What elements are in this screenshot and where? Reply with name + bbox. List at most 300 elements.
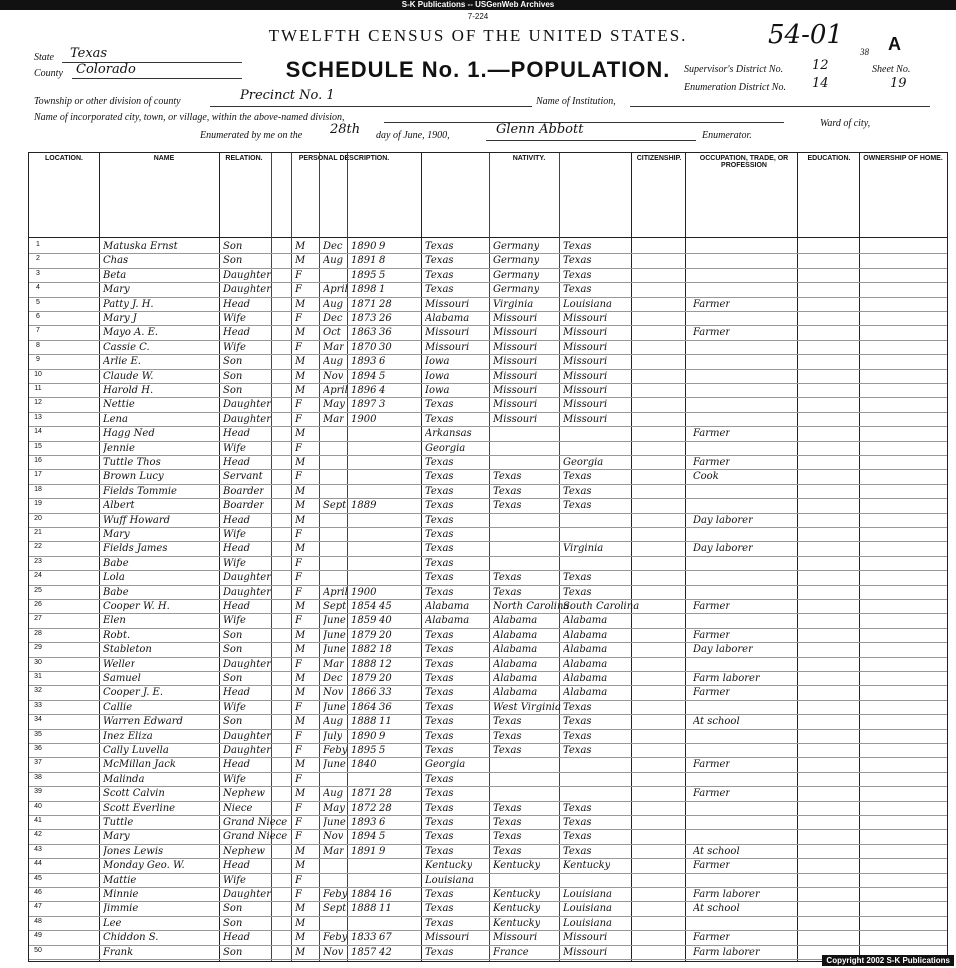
sex: F: [295, 773, 302, 785]
sex: M: [295, 673, 306, 684]
person-name: Scott Calvin: [103, 788, 165, 800]
sex: F: [295, 413, 302, 425]
sex: M: [295, 500, 306, 512]
person-name: Mary: [103, 529, 130, 540]
father-birthplace: Kentucky: [493, 860, 541, 872]
birth-year: 1857: [351, 946, 377, 958]
county-value: Colorado: [76, 62, 136, 77]
person-name: Mayo A. E.: [103, 327, 159, 339]
person-name: Frank: [103, 946, 134, 958]
row-divider: [29, 469, 947, 470]
row-divider: [29, 671, 947, 672]
birth-year: 1871: [351, 298, 377, 310]
birth-month: Feby: [323, 745, 348, 756]
sex: F: [295, 471, 302, 483]
birthplace: Alabama: [425, 615, 470, 627]
age: 42: [379, 946, 392, 958]
person-name: Warren Edward: [103, 716, 183, 728]
mother-birthplace: Texas: [563, 716, 592, 728]
sex: F: [295, 874, 302, 886]
birthplace: Texas: [425, 831, 454, 843]
person-name: Elen: [103, 615, 126, 627]
sex: F: [295, 831, 302, 843]
sex: M: [295, 385, 306, 396]
relation: Niece: [223, 802, 253, 814]
row-divider: [29, 541, 947, 542]
sex: M: [295, 255, 306, 267]
row-number: 33: [34, 701, 42, 709]
mother-birthplace: Louisiana: [563, 903, 612, 915]
enumerator-name: Glenn Abbott: [496, 122, 584, 137]
mother-birthplace: Georgia: [563, 457, 604, 468]
mother-birthplace: Louisiana: [563, 298, 612, 310]
occupation: Farmer: [693, 428, 731, 440]
row-divider: [29, 498, 947, 499]
father-birthplace: Alabama: [493, 673, 538, 684]
sex: F: [295, 572, 302, 584]
relation: Wife: [223, 615, 246, 627]
birth-month: Mar: [323, 341, 344, 353]
age: 36: [379, 701, 392, 713]
age: 3: [379, 399, 386, 411]
person-name: Fields Tommie: [103, 485, 177, 497]
birthplace: Texas: [425, 413, 454, 425]
birthplace: Texas: [425, 917, 454, 929]
relation: Son: [223, 356, 243, 368]
mother-birthplace: Texas: [563, 701, 592, 713]
sex: F: [295, 341, 302, 353]
occupation: Farmer: [693, 457, 731, 468]
row-divider: [29, 412, 947, 413]
birthplace: Texas: [425, 673, 454, 684]
row-divider: [29, 369, 947, 370]
person-name: Claude W.: [103, 370, 154, 382]
birthplace: Texas: [425, 529, 454, 540]
row-number: 26: [34, 601, 42, 608]
occupation: Farm laborer: [693, 889, 760, 900]
birthplace: Texas: [425, 788, 454, 800]
person-name: Chas: [103, 255, 129, 267]
occupation: Farmer: [693, 601, 731, 612]
publisher-banner: S-K Publications -- USGenWeb Archives: [0, 0, 956, 10]
person-name: Tuttle: [103, 817, 134, 828]
age: 6: [379, 817, 386, 828]
birthplace: Texas: [425, 284, 454, 296]
birth-month: June: [323, 817, 346, 828]
person-name: Scott Everline: [103, 802, 176, 814]
sex: M: [295, 644, 306, 656]
age: 28: [379, 802, 392, 814]
supervisor-value: 12: [812, 58, 829, 73]
row-divider: [29, 253, 947, 254]
mother-birthplace: Missouri: [563, 413, 608, 425]
enumerated-label: Enumerated by me on the: [200, 130, 303, 141]
birthplace: Texas: [425, 586, 454, 598]
birth-month: July: [323, 730, 343, 742]
sex: M: [295, 845, 306, 857]
sex: F: [295, 586, 302, 598]
mother-birthplace: Texas: [563, 284, 592, 296]
occupation: Cook: [693, 471, 719, 483]
occupation: Farmer: [693, 629, 731, 641]
father-birthplace: Missouri: [493, 356, 538, 368]
institution-line: [630, 106, 930, 107]
col-education: EDUCATION.: [807, 155, 851, 162]
birthplace: Texas: [425, 269, 454, 281]
relation: Daughter: [223, 889, 271, 900]
row-divider: [29, 556, 947, 557]
birthplace: Iowa: [425, 385, 450, 396]
mother-birthplace: Louisiana: [563, 917, 612, 929]
row-number: 32: [34, 687, 42, 695]
relation: Head: [223, 298, 251, 310]
birth-year: 1871: [351, 788, 377, 800]
copyright-notice: Copyright 2002 S-K Publications: [822, 955, 954, 966]
age: 1: [379, 284, 386, 296]
birth-year: 1870: [351, 341, 377, 353]
row-number: 3: [36, 269, 40, 277]
row-divider: [29, 714, 947, 715]
sex: F: [295, 701, 302, 713]
row-number: 41: [34, 817, 42, 824]
row-divider: [29, 642, 947, 643]
birth-month: April: [323, 586, 348, 598]
occupation: Farm laborer: [693, 946, 760, 958]
father-birthplace: Kentucky: [493, 903, 541, 915]
sex: M: [295, 485, 306, 497]
mother-birthplace: Texas: [563, 255, 592, 267]
mother-birthplace: Texas: [563, 241, 592, 252]
birthplace: Iowa: [425, 370, 450, 382]
relation: Daughter: [223, 269, 271, 281]
row-number: 8: [36, 341, 40, 349]
enumerator-label: Enumerator.: [702, 130, 752, 141]
birth-month: June: [323, 615, 346, 627]
age: 26: [379, 313, 392, 324]
sex: M: [295, 932, 306, 944]
table-header: [29, 153, 947, 238]
row-divider: [29, 325, 947, 326]
person-name: Jones Lewis: [103, 845, 164, 857]
birthplace: Texas: [425, 241, 454, 252]
sex: M: [295, 370, 306, 382]
occupation: Farmer: [693, 932, 731, 944]
person-name: Cooper W. H.: [103, 601, 170, 612]
relation: Servant: [223, 471, 263, 483]
relation: Wife: [223, 773, 246, 785]
row-divider: [29, 426, 947, 427]
mother-birthplace: Missouri: [563, 356, 608, 368]
birthplace: Missouri: [425, 932, 470, 944]
birthplace: Louisiana: [425, 874, 474, 886]
row-number: 34: [34, 716, 42, 724]
row-number: 43: [34, 845, 42, 853]
sex: M: [295, 298, 306, 310]
row-number: 44: [34, 860, 42, 868]
relation: Wife: [223, 874, 246, 886]
birth-year: 1863: [351, 327, 377, 339]
father-birthplace: Texas: [493, 716, 522, 728]
person-name: Jimmie: [103, 903, 139, 915]
person-name: Babe: [103, 557, 129, 569]
row-number: 15: [34, 442, 42, 450]
col-location: LOCATION.: [45, 155, 83, 162]
relation: Son: [223, 370, 243, 382]
row-divider: [29, 873, 947, 874]
father-birthplace: Missouri: [493, 370, 538, 382]
row-divider: [29, 599, 947, 600]
mother-birthplace: Missouri: [563, 370, 608, 382]
relation: Head: [223, 759, 251, 771]
col-nativity: NATIVITY.: [512, 155, 546, 162]
mother-birthplace: Alabama: [563, 615, 608, 627]
birth-year: 1896: [351, 385, 377, 396]
row-number: 9: [36, 356, 40, 364]
row-divider: [29, 685, 947, 686]
person-name: Hagg Ned: [103, 428, 155, 440]
father-birthplace: Texas: [493, 485, 522, 497]
birthplace: Texas: [425, 514, 454, 526]
age: 20: [379, 629, 392, 641]
father-birthplace: Kentucky: [493, 889, 541, 900]
sex: M: [295, 716, 306, 728]
divider: [559, 153, 560, 961]
occupation: Farmer: [693, 327, 731, 339]
person-name: Cooper J. E.: [103, 687, 164, 699]
row-number: 37: [34, 759, 42, 767]
birth-month: Dec: [323, 673, 343, 684]
row-divider: [29, 700, 947, 701]
father-birthplace: Missouri: [493, 385, 538, 396]
divider: [859, 153, 860, 961]
birth-year: 1890: [351, 730, 377, 742]
person-name: Matuska Ernst: [103, 241, 178, 252]
birth-month: Aug: [323, 788, 344, 800]
birth-year: 1897: [351, 399, 377, 411]
birth-month: Feby: [323, 889, 348, 900]
birthplace: Georgia: [425, 442, 466, 454]
birth-month: Nov: [323, 946, 344, 958]
person-name: Inez Eliza: [103, 730, 153, 742]
birthplace: Texas: [425, 500, 454, 512]
row-number: 30: [34, 658, 42, 666]
father-birthplace: Germany: [493, 241, 540, 252]
birthplace: Texas: [425, 845, 454, 857]
age: 11: [379, 903, 392, 915]
mother-birthplace: Alabama: [563, 687, 608, 699]
father-birthplace: Texas: [493, 500, 522, 512]
row-divider: [29, 844, 947, 845]
birthplace: Iowa: [425, 356, 450, 368]
birthplace: Texas: [425, 658, 454, 670]
relation: Head: [223, 514, 251, 526]
person-name: Robt.: [103, 629, 131, 641]
birth-month: Mar: [323, 413, 344, 425]
birthplace: Texas: [425, 687, 454, 699]
age: 8: [379, 255, 386, 267]
birth-month: June: [323, 759, 346, 771]
person-name: Fields James: [103, 543, 168, 555]
county-line: [72, 78, 242, 79]
mother-birthplace: Texas: [563, 802, 592, 814]
birthplace: Texas: [425, 946, 454, 958]
father-birthplace: Texas: [493, 817, 522, 828]
person-name: Lola: [103, 572, 125, 584]
birth-month: Oct: [323, 327, 341, 339]
father-birthplace: Germany: [493, 269, 540, 281]
row-number: 6: [36, 313, 40, 320]
father-birthplace: Texas: [493, 730, 522, 742]
row-number: 1: [36, 241, 40, 248]
mother-birthplace: Texas: [563, 572, 592, 584]
father-birthplace: Missouri: [493, 313, 538, 324]
row-divider: [29, 901, 947, 902]
birthplace: Texas: [425, 557, 454, 569]
relation: Grand Niece: [223, 831, 288, 843]
birthplace: Texas: [425, 730, 454, 742]
relation: Daughter: [223, 572, 271, 584]
relation: Daughter: [223, 586, 271, 598]
mother-birthplace: Missouri: [563, 327, 608, 339]
person-name: Tuttle Thos: [103, 457, 161, 468]
age: 67: [379, 932, 392, 944]
mother-birthplace: South Carolina: [563, 601, 640, 612]
birth-month: April: [323, 284, 348, 296]
person-name: Malinda: [103, 773, 145, 785]
row-divider: [29, 455, 947, 456]
birth-year: 1894: [351, 831, 377, 843]
birthplace: Texas: [425, 701, 454, 713]
row-number: 20: [34, 514, 42, 522]
sex: F: [295, 802, 302, 814]
birth-year: 1859: [351, 615, 377, 627]
relation: Son: [223, 629, 243, 641]
institution-label: Name of Institution,: [536, 96, 616, 107]
birth-month: Dec: [323, 313, 343, 324]
age: 28: [379, 788, 392, 800]
row-number: 45: [34, 874, 42, 882]
mother-birthplace: Missouri: [563, 313, 608, 324]
age: 9: [379, 845, 386, 857]
person-name: Mattie: [103, 874, 137, 886]
age: 30: [379, 341, 392, 353]
mother-birthplace: Missouri: [563, 932, 608, 944]
father-birthplace: Texas: [493, 586, 522, 598]
age: 9: [379, 241, 386, 252]
age: 5: [379, 831, 386, 843]
age: 4: [379, 385, 386, 396]
row-number: 2: [36, 255, 40, 263]
sex: F: [295, 615, 302, 627]
birthplace: Missouri: [425, 327, 470, 339]
father-birthplace: Alabama: [493, 687, 538, 699]
birth-year: 1888: [351, 903, 377, 915]
birth-year: 1891: [351, 845, 377, 857]
sex: F: [295, 557, 302, 569]
occupation: Farmer: [693, 687, 731, 699]
birthplace: Georgia: [425, 759, 466, 771]
mother-birthplace: Missouri: [563, 946, 608, 958]
mother-birthplace: Texas: [563, 586, 592, 598]
sex: F: [295, 745, 302, 756]
age: 6: [379, 356, 386, 368]
person-name: Babe: [103, 586, 129, 598]
father-birthplace: Missouri: [493, 341, 538, 353]
divider: [291, 153, 292, 961]
row-number: 31: [34, 673, 42, 680]
divider: [797, 153, 798, 961]
relation: Son: [223, 903, 243, 915]
divider: [685, 153, 686, 961]
relation: Wife: [223, 341, 246, 353]
birth-year: 1891: [351, 255, 377, 267]
birthplace: Texas: [425, 543, 454, 555]
father-birthplace: Missouri: [493, 932, 538, 944]
row-number: 36: [34, 745, 42, 752]
sex: F: [295, 399, 302, 411]
birthplace: Arkansas: [425, 428, 472, 440]
mother-birthplace: Alabama: [563, 644, 608, 656]
relation: Son: [223, 917, 243, 929]
age: 5: [379, 269, 386, 281]
sheet-value: 19: [890, 76, 907, 91]
birth-year: 1893: [351, 356, 377, 368]
sex: M: [295, 457, 306, 468]
birthplace: Texas: [425, 644, 454, 656]
father-birthplace: France: [493, 946, 529, 958]
col-name: NAME: [153, 155, 175, 162]
person-name: Nettie: [103, 399, 135, 411]
birth-year: 1888: [351, 658, 377, 670]
row-divider: [29, 657, 947, 658]
person-name: Monday Geo. W.: [103, 860, 185, 872]
row-number: 48: [34, 917, 42, 925]
birth-year: 1873: [351, 313, 377, 324]
birth-year: 1900: [351, 413, 377, 425]
row-number: 4: [36, 284, 40, 292]
row-number: 14: [34, 428, 42, 436]
city-label: Name of incorporated city, town, or village, within the above-named division,: [34, 112, 345, 123]
divider: [631, 153, 632, 961]
relation: Head: [223, 687, 251, 699]
row-divider: [29, 354, 947, 355]
birth-year: 1888: [351, 716, 377, 728]
relation: Boarder: [223, 500, 265, 512]
age: 11: [379, 716, 392, 728]
relation: Daughter: [223, 399, 271, 411]
row-number: 10: [34, 370, 42, 378]
birth-month: Nov: [323, 370, 344, 382]
father-birthplace: Alabama: [493, 644, 538, 656]
occupation: At school: [693, 716, 740, 728]
age: 9: [379, 730, 386, 742]
sex: M: [295, 514, 306, 526]
relation: Son: [223, 716, 243, 728]
row-divider: [29, 484, 947, 485]
age: 45: [379, 601, 392, 612]
birth-month: April: [323, 385, 348, 396]
relation: Wife: [223, 529, 246, 540]
township-value: Precinct No. 1: [240, 88, 335, 103]
page-number: 38: [860, 47, 869, 57]
row-divider: [29, 743, 947, 744]
mother-birthplace: Texas: [563, 500, 592, 512]
sex: M: [295, 428, 306, 440]
enum-district-label: Enumeration District No.: [684, 82, 786, 93]
relation: Daughter: [223, 284, 271, 296]
form-number: 7-224: [467, 12, 489, 21]
birth-year: 1884: [351, 889, 377, 900]
